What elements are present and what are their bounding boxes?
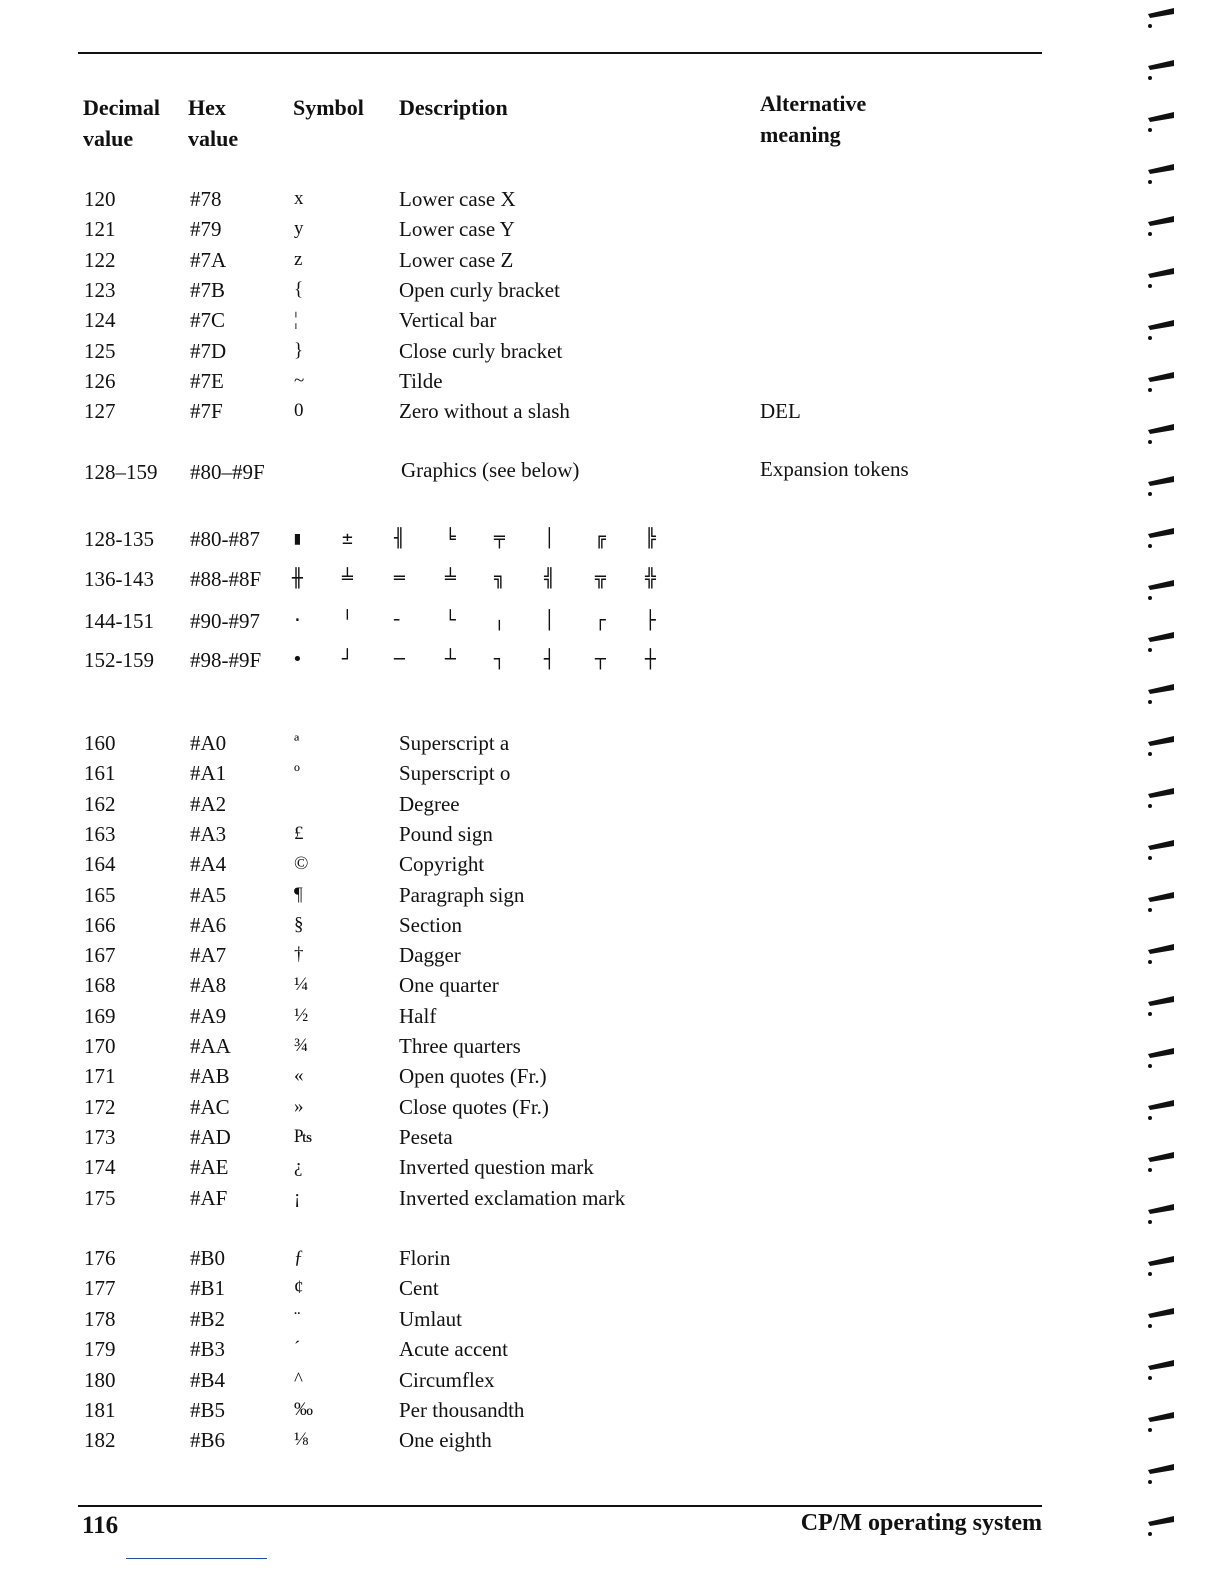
hex-value: #A4 [190,852,227,877]
binding-dot [1148,1116,1152,1120]
description: Open quotes (Fr.) [399,1064,547,1089]
symbol: © [294,853,309,875]
binding-mark [1148,372,1174,382]
description: Lower case Z [399,247,514,272]
decimal-value: 162 [84,791,116,816]
symbol: ƒ [294,1247,304,1268]
graphics-hex-range: #98-#9F [190,648,262,672]
symbol: z [294,248,303,270]
description: Dagger [399,943,461,968]
symbol: ¨ [294,1307,301,1329]
description: Umlaut [399,1306,462,1331]
hex-value: #7E [190,368,224,393]
hex-value: #AE [190,1155,229,1180]
graphics-glyph: ╦ [595,568,606,589]
decimal-value: 160 [84,731,116,755]
graphics-glyph: ╫ [292,568,303,589]
hex-value: #A7 [190,943,227,968]
symbol: ~ [294,369,305,391]
graphics-glyph: ┌ [595,610,606,631]
binding-mark [1148,840,1174,850]
description: Inverted question mark [399,1155,594,1180]
decimal-value: 164 [84,852,116,877]
hex-value: #7C [190,308,226,333]
description: Acute accent [399,1337,509,1362]
binding-dot [1148,1532,1152,1536]
footer-title: CP/M operating system [800,1510,1042,1536]
decimal-value: 172 [84,1094,116,1119]
binding-dot [1148,336,1152,340]
binding-dot [1148,1012,1152,1016]
symbol: ¶ [294,883,303,905]
graphics-glyph: ┤ [544,649,555,670]
decimal-value: 168 [84,973,116,998]
footer-stub-rule [126,1558,267,1559]
description: One eighth [399,1428,492,1453]
binding-mark [1148,1412,1174,1422]
graphics-glyph: ╷ [494,610,505,631]
binding-mark [1148,944,1174,954]
symbol: ¿ [294,1156,303,1178]
symbol: } [294,339,304,361]
binding-mark [1148,580,1174,590]
binding-mark [1148,60,1174,70]
binding-dot [1148,700,1152,704]
description: Lower case Y [399,217,515,242]
binding-mark [1148,1308,1174,1318]
decimal-value: 123 [84,277,116,302]
binding-dot [1148,440,1152,444]
hex-value: #A5 [190,882,227,907]
binding-dot [1148,1064,1152,1068]
decimal-value: 179 [84,1337,116,1362]
description: Open curly bracket [399,277,560,302]
description: Zero without a slash [399,399,570,424]
graphics-decimal-range: 144-151 [84,609,154,633]
hex-value: #B0 [190,1246,226,1270]
description: Lower case X [399,187,516,211]
hex-value: #A0 [190,731,227,755]
binding-mark [1148,1464,1174,1474]
hex-value: #A9 [190,1003,227,1028]
page-number: 116 [82,1512,119,1539]
symbol: ‰ [294,1399,313,1420]
graphics-glyph: ╧ [445,568,456,589]
binding-dot [1148,752,1152,756]
decimal-value: 165 [84,882,116,907]
decimal-value: 126 [84,368,116,393]
header-hex: Hex value [188,95,239,151]
graphics-glyph: ╢ [394,528,405,549]
decimal-value: 182 [84,1428,116,1453]
graphics-glyph: ├ [645,610,656,631]
graphics-glyph: ┴ [445,649,456,670]
description: Superscript a [399,731,510,755]
binding-mark [1148,1516,1174,1526]
graphics-glyph: └ [445,610,456,631]
binding-dot [1148,544,1152,548]
hex-value: #7F [190,399,223,424]
binding-dot [1148,128,1152,132]
header-symbol: Symbol [293,95,364,120]
graphics-glyph: ╧ [342,568,353,589]
graphics-glyph: ╗ [494,568,505,589]
symbol: ¾ [294,1035,309,1056]
hex-range: #80–#9F [190,460,265,484]
binding-mark [1148,8,1174,18]
hex-value: #B4 [190,1367,226,1392]
symbol: x [294,188,304,209]
graphics-glyph: ┬ [595,649,606,670]
decimal-value: 121 [84,217,116,242]
graphics-glyph: ┐ [494,649,505,670]
hex-value: #A2 [190,791,227,816]
graphics-glyph: • [292,649,303,670]
binding-dot [1148,1272,1152,1276]
binding-mark [1148,788,1174,798]
graphics-glyph: ╬ [645,568,656,589]
binding-dot [1148,648,1152,652]
description: Three quarters [399,1034,521,1058]
symbol: º [294,762,300,784]
graphics-glyph: ═ [394,568,405,589]
symbol: y [294,218,304,240]
hex-value: #B3 [190,1337,226,1362]
decimal-value: 175 [84,1185,116,1210]
symbol: † [294,944,304,966]
decimal-value: 180 [84,1367,116,1392]
header-alternative: Alternative meaning [760,91,867,147]
description: Close curly bracket [399,338,563,363]
hex-value: #AA [190,1034,231,1058]
binding-mark [1148,320,1174,330]
decimal-value: 166 [84,912,116,937]
description: Peseta [399,1124,453,1149]
hex-value: #7A [190,247,227,272]
decimal-value: 176 [84,1246,116,1270]
symbol: » [294,1095,304,1117]
header-decimal: Decimal value [83,95,160,151]
graphics-glyph: ╘ [445,528,456,549]
binding-mark [1148,476,1174,486]
hex-value: #A8 [190,973,227,998]
graphics-glyph: ╔ [595,528,606,549]
symbol: 0 [294,400,304,422]
symbol: ¼ [294,974,309,996]
binding-dot [1148,492,1152,496]
hex-value: #B6 [190,1428,226,1453]
binding-dot [1148,76,1152,80]
symbol: ´ [294,1338,301,1360]
description: One quarter [399,973,499,998]
graphics-glyph: ± [342,528,353,549]
binding-marks [1144,0,1178,1584]
hex-value: #AC [190,1094,230,1119]
decimal-value: 124 [84,308,116,333]
decimal-value: 125 [84,338,116,363]
graphics-glyph: │ [544,610,555,631]
binding-mark [1148,112,1174,122]
description: Per thousandth [399,1398,525,1422]
decimal-value: 167 [84,943,116,968]
graphics-glyph: ╣ [544,568,555,589]
binding-mark [1148,1048,1174,1058]
binding-mark [1148,424,1174,434]
description: Degree [399,791,460,816]
binding-dot [1148,804,1152,808]
graphics-glyph: ─ [394,649,405,670]
description: Cent [399,1276,439,1301]
graphics-glyph: │ [544,528,555,549]
alternative-meaning: Expansion tokens [760,457,909,481]
graphics-glyph: ╤ [494,528,505,549]
description: Close quotes (Fr.) [399,1094,549,1119]
hex-value: #B2 [190,1306,226,1331]
decimal-value: 177 [84,1276,116,1301]
binding-dot [1148,1220,1152,1224]
description: Inverted exclamation mark [399,1185,626,1210]
graphics-glyph: ┼ [645,649,656,670]
binding-mark [1148,632,1174,642]
binding-mark [1148,892,1174,902]
graphics-decimal-range: 136-143 [84,567,154,591]
symbol: £ [294,822,304,844]
symbol: ¦ [294,309,298,331]
decimal-value: 170 [84,1034,116,1058]
binding-dot [1148,1324,1152,1328]
hex-value: #A1 [190,761,227,786]
binding-dot [1148,596,1152,600]
hex-value: #A3 [190,821,227,846]
symbol: ½ [294,1004,309,1026]
binding-dot [1148,1376,1152,1380]
binding-dot [1148,960,1152,964]
description: Section [399,912,462,937]
decimal-value: 181 [84,1398,116,1422]
hex-value: #B1 [190,1276,226,1301]
binding-mark [1148,1100,1174,1110]
graphics-glyph: · [292,610,303,631]
binding-mark [1148,684,1174,694]
binding-dot [1148,284,1152,288]
hex-value: #7D [190,338,227,363]
decimal-value: 120 [84,187,116,211]
decimal-value: 173 [84,1124,116,1149]
description: Superscript o [399,761,511,786]
binding-dot [1148,856,1152,860]
hex-value: #AD [190,1124,231,1149]
binding-mark [1148,1204,1174,1214]
header-description: Description [399,95,508,120]
binding-mark [1148,216,1174,226]
binding-mark [1148,996,1174,1006]
graphics-hex-range: #90-#97 [190,609,260,633]
hex-value: #7B [190,277,226,302]
graphics-glyph: ▮ [292,528,303,549]
symbol: ¢ [294,1277,304,1299]
binding-mark [1148,268,1174,278]
decimal-value: 174 [84,1155,116,1180]
graphics-decimal-range: 128-135 [84,527,154,551]
decimal-value: 169 [84,1003,116,1028]
graphics-hex-range: #88-#8F [190,567,262,591]
symbol: ₧ [294,1125,313,1147]
binding-mark [1148,1256,1174,1266]
symbol: ª [294,732,300,753]
graphics-glyph: ┘ [342,649,353,670]
graphics-hex-range: #80-#87 [190,527,260,551]
binding-mark [1148,1152,1174,1162]
decimal-range: 128–159 [84,460,158,484]
binding-mark [1148,528,1174,538]
top-rule [78,52,1042,54]
hex-value: #AB [190,1064,230,1089]
description: Copyright [399,852,485,877]
binding-dot [1148,24,1152,28]
decimal-value: 178 [84,1306,116,1331]
decimal-value: 127 [84,399,116,424]
binding-dot [1148,388,1152,392]
description: Florin [399,1246,451,1270]
graphics-glyph: ╴ [394,610,405,631]
hex-value: #79 [190,217,222,242]
description: Graphics (see below) [401,458,580,482]
symbol: ¡ [294,1186,301,1208]
hex-value: #AF [190,1185,228,1210]
alternative-meaning: DEL [760,399,801,424]
binding-mark [1148,1360,1174,1370]
hex-value: #A6 [190,912,227,937]
description: Vertical bar [399,308,497,333]
description: Circumflex [399,1367,495,1392]
binding-dot [1148,1428,1152,1432]
symbol: ^ [294,1368,303,1390]
graphics-glyph: ╵ [342,610,353,631]
graphics-glyph: ╠ [645,528,656,549]
description: Tilde [399,368,443,393]
decimal-value: 171 [84,1064,116,1089]
binding-dot [1148,180,1152,184]
symbol: { [294,278,304,300]
decimal-value: 161 [84,761,116,786]
binding-dot [1148,908,1152,912]
symbol: « [294,1065,304,1087]
hex-value: #78 [190,187,222,211]
binding-dot [1148,1168,1152,1172]
bottom-rule [78,1505,1042,1507]
binding-dot [1148,1480,1152,1484]
symbol: ⅛ [294,1429,309,1451]
decimal-value: 163 [84,821,116,846]
graphics-decimal-range: 152-159 [84,648,154,672]
description: Paragraph sign [399,882,525,907]
description: Pound sign [399,821,493,846]
binding-dot [1148,232,1152,236]
description: Half [399,1003,437,1028]
binding-mark [1148,736,1174,746]
decimal-value: 122 [84,247,116,272]
hex-value: #B5 [190,1398,226,1422]
binding-mark [1148,164,1174,174]
symbol: § [294,913,304,935]
